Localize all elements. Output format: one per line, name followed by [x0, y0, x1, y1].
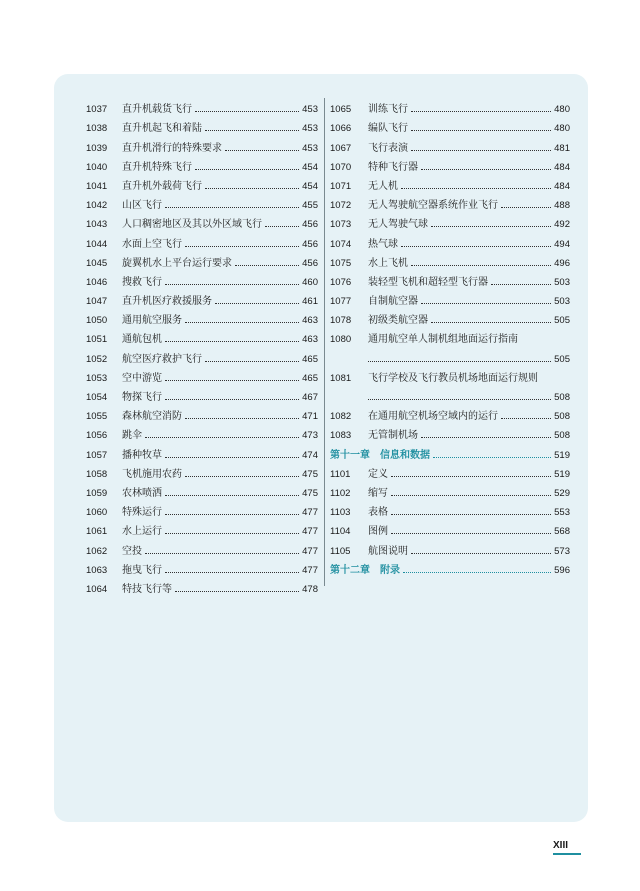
toc-entry[interactable] — [86, 537, 318, 556]
entry-title: 通用航空服务 — [122, 315, 182, 327]
entry-number: 1067 — [330, 142, 352, 154]
page-number-underline — [553, 853, 581, 855]
leader-dots — [165, 514, 299, 515]
entry-page: 568 — [554, 526, 570, 538]
entry-page: 461 — [302, 296, 318, 308]
column-divider — [324, 98, 325, 586]
leader-dots — [368, 399, 551, 400]
entry-page: 456 — [302, 219, 318, 231]
entry-number: 1045 — [86, 257, 108, 269]
toc-entry[interactable] — [86, 154, 318, 173]
toc-entry[interactable] — [86, 192, 318, 211]
toc-entry[interactable] — [86, 288, 318, 307]
toc-entry[interactable] — [86, 365, 318, 384]
entry-page: 519 — [554, 468, 570, 480]
toc-entry[interactable] — [330, 326, 570, 345]
toc-entry[interactable] — [330, 518, 570, 537]
entry-number: 1046 — [86, 276, 108, 288]
toc-entry[interactable] — [86, 230, 318, 249]
entry-title: 播种牧草 — [122, 449, 162, 461]
entry-number: 1057 — [86, 449, 108, 461]
entry-number: 1041 — [86, 180, 108, 192]
entry-page: 453 — [302, 104, 318, 116]
entry-number: 1063 — [86, 564, 108, 576]
toc-entry[interactable] — [86, 326, 318, 345]
entry-number: 1037 — [86, 104, 108, 116]
toc-entry[interactable] — [86, 499, 318, 518]
leader-dots — [403, 572, 551, 573]
toc-entry[interactable] — [86, 576, 318, 595]
entry-number: 1042 — [86, 200, 108, 212]
leader-dots — [205, 361, 299, 362]
entry-number: 1102 — [330, 487, 351, 499]
entry-page: 465 — [302, 353, 318, 365]
entry-title: 空投 — [122, 545, 142, 557]
entry-number: 1060 — [86, 507, 108, 519]
entry-number: 1080 — [330, 334, 352, 346]
entry-title: 空中游览 — [122, 372, 162, 384]
entry-title: 通用航空单人制机组地面运行指南 — [368, 334, 518, 346]
entry-number: 1039 — [86, 142, 108, 154]
entry-title: 无人驾驶航空器系统作业飞行 — [368, 200, 498, 212]
leader-dots — [145, 553, 299, 554]
entry-title: 水上运行 — [122, 526, 162, 538]
entry-title: 特技飞行等 — [122, 583, 172, 595]
leader-dots — [501, 418, 551, 419]
toc-entry[interactable] — [330, 269, 570, 288]
entry-page: 503 — [554, 276, 570, 288]
entry-page: 529 — [554, 487, 570, 499]
entry-title: 特种飞行器 — [368, 161, 418, 173]
entry-page: 465 — [302, 372, 318, 384]
entry-number: 1083 — [330, 430, 352, 442]
entry-title: 无人机 — [368, 180, 398, 192]
toc-entry[interactable] — [86, 461, 318, 480]
toc-entry[interactable] — [330, 288, 570, 307]
leader-dots — [391, 476, 551, 477]
entry-page: 467 — [302, 392, 318, 403]
toc-entry[interactable] — [86, 211, 318, 230]
entry-page: 508 — [554, 411, 570, 423]
entry-number: 1051 — [86, 334, 108, 346]
entry-page: 519 — [554, 449, 570, 461]
toc-entry[interactable] — [330, 96, 570, 115]
entry-title: 初级类航空器 — [368, 315, 428, 327]
leader-dots — [195, 111, 299, 112]
toc-entry[interactable] — [330, 403, 570, 422]
entry-page: 480 — [554, 104, 570, 116]
entry-title: 物探飞行 — [122, 392, 162, 403]
toc-entry[interactable] — [86, 307, 318, 326]
entry-number: 1053 — [86, 372, 108, 384]
entry-page: 471 — [302, 411, 318, 423]
toc-entry[interactable] — [330, 499, 570, 518]
leader-dots — [185, 246, 299, 247]
entry-number: 1073 — [330, 219, 352, 231]
entry-page: 484 — [554, 180, 570, 192]
leader-dots — [433, 457, 551, 458]
toc-entry[interactable] — [86, 269, 318, 288]
toc-entry[interactable] — [86, 384, 318, 403]
entry-page: 484 — [554, 161, 570, 173]
entry-page: 505 — [554, 353, 570, 365]
entry-number: 1070 — [330, 161, 352, 173]
entry-page: 508 — [554, 430, 570, 442]
toc-entry[interactable] — [330, 192, 570, 211]
leader-dots — [391, 533, 551, 534]
leader-dots — [411, 150, 551, 151]
toc-entry[interactable] — [330, 134, 570, 153]
toc-entry[interactable] — [86, 96, 318, 115]
entry-number: 1081 — [330, 372, 352, 384]
entry-number: 1104 — [330, 526, 351, 538]
entry-title: 定义 — [368, 468, 388, 480]
toc-right-column — [330, 96, 570, 576]
leader-dots — [185, 476, 299, 477]
leader-dots — [215, 303, 299, 304]
toc-entry[interactable] — [86, 441, 318, 460]
leader-dots — [235, 265, 299, 266]
toc-entry[interactable] — [86, 345, 318, 364]
entry-page: 456 — [302, 238, 318, 250]
leader-dots — [165, 572, 299, 573]
entry-title: 直升机滑行的特殊要求 — [122, 142, 222, 154]
toc-entry[interactable] — [330, 211, 570, 230]
entry-title: 森林航空消防 — [122, 411, 182, 423]
entry-page: 463 — [302, 315, 318, 327]
entry-number: 1066 — [330, 123, 352, 135]
leader-dots — [185, 322, 299, 323]
entry-number: 1056 — [86, 430, 108, 442]
entry-page: 474 — [302, 449, 318, 461]
entry-title: 在通用航空机场空域内的运行 — [368, 411, 498, 423]
leader-dots — [411, 130, 551, 131]
toc-entry[interactable] — [330, 115, 570, 134]
entry-title: 跳伞 — [122, 430, 142, 442]
entry-number: 1054 — [86, 392, 108, 403]
entry-number: 1082 — [330, 411, 352, 423]
entry-page: 477 — [302, 507, 318, 519]
toc-left-column — [86, 96, 318, 595]
entry-page: 553 — [554, 507, 570, 519]
entry-title: 直升机起飞和着陆 — [122, 123, 202, 135]
entry-page: 454 — [302, 180, 318, 192]
entry-title: 特殊运行 — [122, 507, 162, 519]
toc-entry-continued[interactable] — [330, 384, 570, 403]
entry-page: 505 — [554, 315, 570, 327]
leader-dots — [205, 188, 299, 189]
leader-dots — [431, 226, 551, 227]
leader-dots — [185, 418, 299, 419]
entry-page: 477 — [302, 564, 318, 576]
entry-title: 旋翼机水上平台运行要求 — [122, 257, 232, 269]
entry-title: 人口稠密地区及其以外区域飞行 — [122, 219, 262, 231]
leader-dots — [401, 246, 551, 247]
entry-page: 492 — [554, 219, 570, 231]
entry-title: 表格 — [368, 507, 388, 519]
leader-dots — [205, 130, 299, 131]
entry-number: 1065 — [330, 104, 352, 116]
entry-page: 463 — [302, 334, 318, 346]
leader-dots — [411, 111, 551, 112]
toc-entry[interactable] — [86, 422, 318, 441]
leader-dots — [165, 341, 299, 342]
toc-entry[interactable] — [86, 115, 318, 134]
leader-dots — [165, 380, 299, 381]
entry-page: 488 — [554, 200, 570, 212]
entry-number: 1059 — [86, 487, 108, 499]
leader-dots — [401, 188, 551, 189]
entry-title: 农林喷洒 — [122, 487, 162, 499]
leader-dots — [411, 553, 551, 554]
entry-page: 477 — [302, 545, 318, 557]
entry-title: 无人驾驶气球 — [368, 219, 428, 231]
entry-page: 475 — [302, 487, 318, 499]
leader-dots — [491, 284, 551, 285]
entry-title: 航空医疗救护飞行 — [122, 353, 202, 365]
toc-entry[interactable] — [330, 480, 570, 499]
entry-title: 第十二章 附录 — [330, 564, 400, 576]
entry-title: 训练飞行 — [368, 104, 408, 116]
entry-number: 1105 — [330, 545, 351, 557]
entry-page: 596 — [554, 564, 570, 576]
entry-number: 1050 — [86, 315, 108, 327]
entry-number: 1103 — [330, 507, 351, 519]
entry-title: 直升机载货飞行 — [122, 104, 192, 116]
entry-title: 山区飞行 — [122, 200, 162, 212]
toc-entry[interactable] — [330, 422, 570, 441]
entry-number: 1078 — [330, 315, 352, 327]
leader-dots — [421, 169, 551, 170]
leader-dots — [421, 303, 551, 304]
toc-entry[interactable] — [86, 250, 318, 269]
entry-page: 460 — [302, 276, 318, 288]
leader-dots — [368, 361, 551, 362]
entry-number: 1101 — [330, 468, 351, 480]
leader-dots — [165, 207, 299, 208]
toc-entry[interactable] — [86, 134, 318, 153]
entry-title: 拖曳飞行 — [122, 564, 162, 576]
entry-number: 1044 — [86, 238, 108, 250]
leader-dots — [165, 284, 299, 285]
entry-page: 453 — [302, 123, 318, 135]
entry-title: 装轻型飞机和超轻型飞行器 — [368, 276, 488, 288]
entry-number: 1072 — [330, 200, 352, 212]
entry-page: 508 — [554, 392, 570, 403]
entry-page: 475 — [302, 468, 318, 480]
entry-page: 573 — [554, 545, 570, 557]
chapter-heading[interactable] — [330, 441, 570, 460]
entry-title: 飞行表演 — [368, 142, 408, 154]
leader-dots — [391, 514, 551, 515]
entry-number: 1071 — [330, 180, 352, 192]
entry-title: 飞机施用农药 — [122, 468, 182, 480]
toc-entry[interactable] — [330, 365, 570, 384]
entry-page: 477 — [302, 526, 318, 538]
entry-title: 航图说明 — [368, 545, 408, 557]
entry-number: 1076 — [330, 276, 352, 288]
leader-dots — [165, 457, 299, 458]
entry-page: 494 — [554, 238, 570, 250]
entry-title: 通航包机 — [122, 334, 162, 346]
leader-dots — [165, 399, 299, 400]
entry-number: 1062 — [86, 545, 108, 557]
entry-page: 503 — [554, 296, 570, 308]
toc-entry[interactable] — [330, 154, 570, 173]
entry-title: 图例 — [368, 526, 388, 538]
entry-title: 无管制机场 — [368, 430, 418, 442]
toc-entry[interactable] — [86, 480, 318, 499]
leader-dots — [421, 437, 551, 438]
entry-number: 1058 — [86, 468, 108, 480]
leader-dots — [175, 591, 299, 592]
toc-entry[interactable] — [330, 230, 570, 249]
toc-entry[interactable] — [86, 173, 318, 192]
toc-entry[interactable] — [330, 537, 570, 556]
entry-number: 1077 — [330, 296, 352, 308]
entry-title: 直升机特殊飞行 — [122, 161, 192, 173]
entry-title: 第十一章 信息和数据 — [330, 449, 430, 461]
entry-number: 1075 — [330, 257, 352, 269]
entry-title: 水面上空飞行 — [122, 238, 182, 250]
entry-title: 直升机外载荷飞行 — [122, 180, 202, 192]
entry-title: 热气球 — [368, 238, 398, 250]
entry-page: 478 — [302, 583, 318, 595]
entry-title: 编队飞行 — [368, 123, 408, 135]
entry-page: 453 — [302, 142, 318, 154]
leader-dots — [145, 437, 299, 438]
entry-number: 1052 — [86, 353, 108, 365]
toc-entry[interactable] — [330, 461, 570, 480]
leader-dots — [165, 495, 299, 496]
entry-page: 481 — [554, 142, 570, 154]
entry-title: 直升机医疗救援服务 — [122, 296, 212, 308]
leader-dots — [225, 150, 299, 151]
entry-title: 缩写 — [368, 487, 388, 499]
toc-entry[interactable] — [86, 557, 318, 576]
entry-number: 1043 — [86, 219, 108, 231]
entry-page: 454 — [302, 161, 318, 173]
entry-title: 自制航空器 — [368, 296, 418, 308]
entry-number: 1061 — [86, 526, 108, 538]
entry-number: 1040 — [86, 161, 108, 173]
entry-title: 飞行学校及飞行教员机场地面运行规则 — [368, 372, 538, 384]
entry-title: 水上飞机 — [368, 257, 408, 269]
chapter-heading[interactable] — [330, 557, 570, 576]
entry-number: 1047 — [86, 296, 108, 308]
leader-dots — [165, 533, 299, 534]
entry-number: 1064 — [86, 583, 108, 595]
entry-page: 496 — [554, 257, 570, 269]
entry-title: 搜救飞行 — [122, 276, 162, 288]
entry-number: 1055 — [86, 411, 108, 423]
entry-number: 1074 — [330, 238, 352, 250]
entry-page: 455 — [302, 200, 318, 212]
toc-entry[interactable] — [330, 250, 570, 269]
leader-dots — [411, 265, 551, 266]
leader-dots — [195, 169, 299, 170]
leader-dots — [265, 226, 299, 227]
leader-dots — [501, 207, 551, 208]
toc-entry[interactable] — [330, 307, 570, 326]
entry-number: 1038 — [86, 123, 108, 135]
leader-dots — [391, 495, 551, 496]
leader-dots — [431, 322, 551, 323]
entry-page: 456 — [302, 257, 318, 269]
entry-page: 473 — [302, 430, 318, 442]
toc-entry[interactable] — [86, 518, 318, 537]
page-number: XIII — [553, 840, 569, 851]
toc-entry[interactable] — [86, 403, 318, 422]
toc-entry-continued[interactable] — [330, 345, 570, 364]
toc-entry[interactable] — [330, 173, 570, 192]
entry-page: 480 — [554, 123, 570, 135]
